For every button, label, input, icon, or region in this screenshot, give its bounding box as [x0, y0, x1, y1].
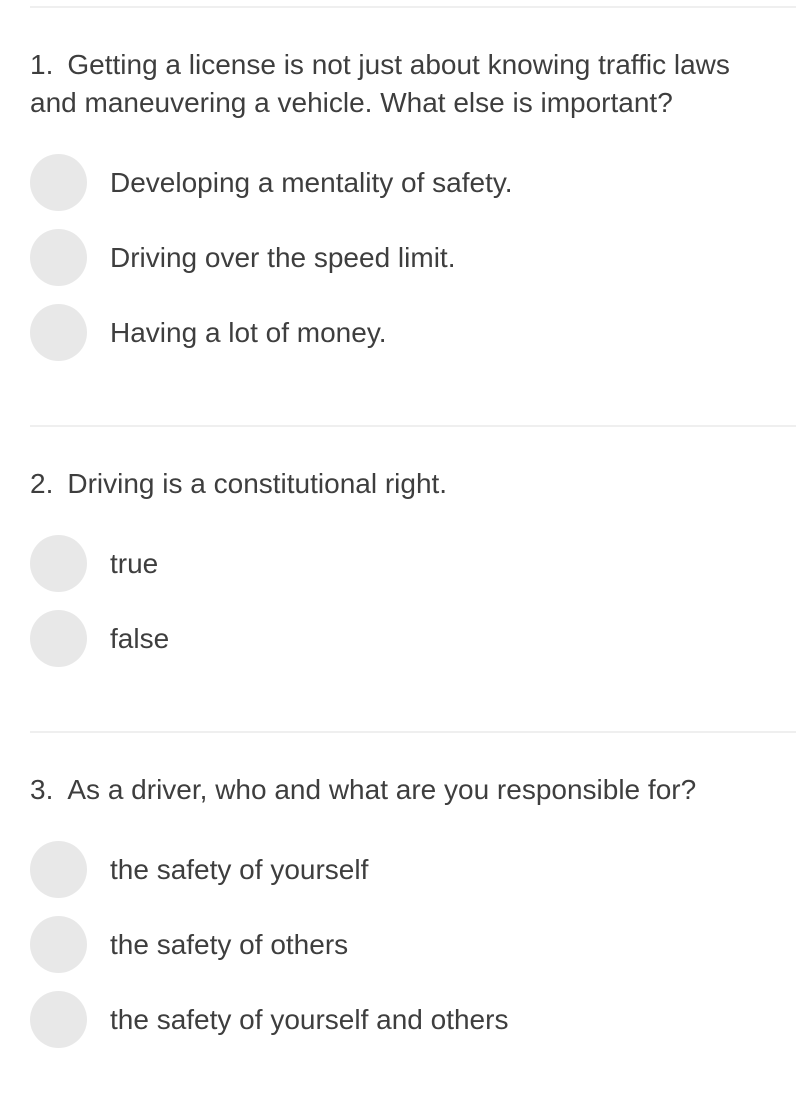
- option-label[interactable]: false: [110, 622, 170, 654]
- question-number: 3.: [30, 774, 54, 805]
- answer-option[interactable]: [30, 535, 768, 592]
- answer-option[interactable]: [30, 304, 768, 361]
- question-text: Getting a license is not just about knowing traffic laws and maneuvering a vehicle. What else is important?: [30, 49, 730, 118]
- option-label[interactable]: true: [110, 547, 159, 579]
- question-block-2: [0, 427, 796, 731]
- options-list: [30, 154, 768, 361]
- option-label[interactable]: Driving over the speed limit.: [110, 241, 456, 273]
- answer-option[interactable]: [30, 841, 768, 898]
- radio-button[interactable]: [30, 154, 87, 211]
- options-list: [30, 841, 768, 1048]
- quiz-page: [0, 6, 796, 1113]
- option-label[interactable]: the safety of yourself and others: [110, 1003, 509, 1035]
- question-block-3: [0, 733, 796, 1112]
- question-heading: [30, 46, 768, 122]
- answer-option[interactable]: [30, 916, 768, 973]
- question-text: Driving is a constitutional right.: [67, 468, 448, 499]
- question-heading: [30, 465, 768, 503]
- radio-button[interactable]: [30, 916, 87, 973]
- answer-option[interactable]: [30, 229, 768, 286]
- question-text: As a driver, who and what are you responsible for?: [67, 774, 697, 805]
- answer-option[interactable]: [30, 991, 768, 1048]
- question-number: 2.: [30, 468, 54, 499]
- question-number: 1.: [30, 49, 54, 80]
- option-label[interactable]: the safety of yourself: [110, 853, 369, 885]
- radio-button[interactable]: [30, 535, 87, 592]
- answer-option[interactable]: [30, 154, 768, 211]
- question-block-1: [0, 8, 796, 425]
- radio-button[interactable]: [30, 610, 87, 667]
- radio-button[interactable]: [30, 841, 87, 898]
- answer-option[interactable]: [30, 610, 768, 667]
- option-label[interactable]: the safety of others: [110, 928, 349, 960]
- options-list: [30, 535, 768, 667]
- radio-button[interactable]: [30, 991, 87, 1048]
- option-label[interactable]: Developing a mentality of safety.: [110, 166, 513, 198]
- radio-button[interactable]: [30, 229, 87, 286]
- option-label[interactable]: Having a lot of money.: [110, 316, 387, 348]
- question-heading: [30, 771, 768, 809]
- radio-button[interactable]: [30, 304, 87, 361]
